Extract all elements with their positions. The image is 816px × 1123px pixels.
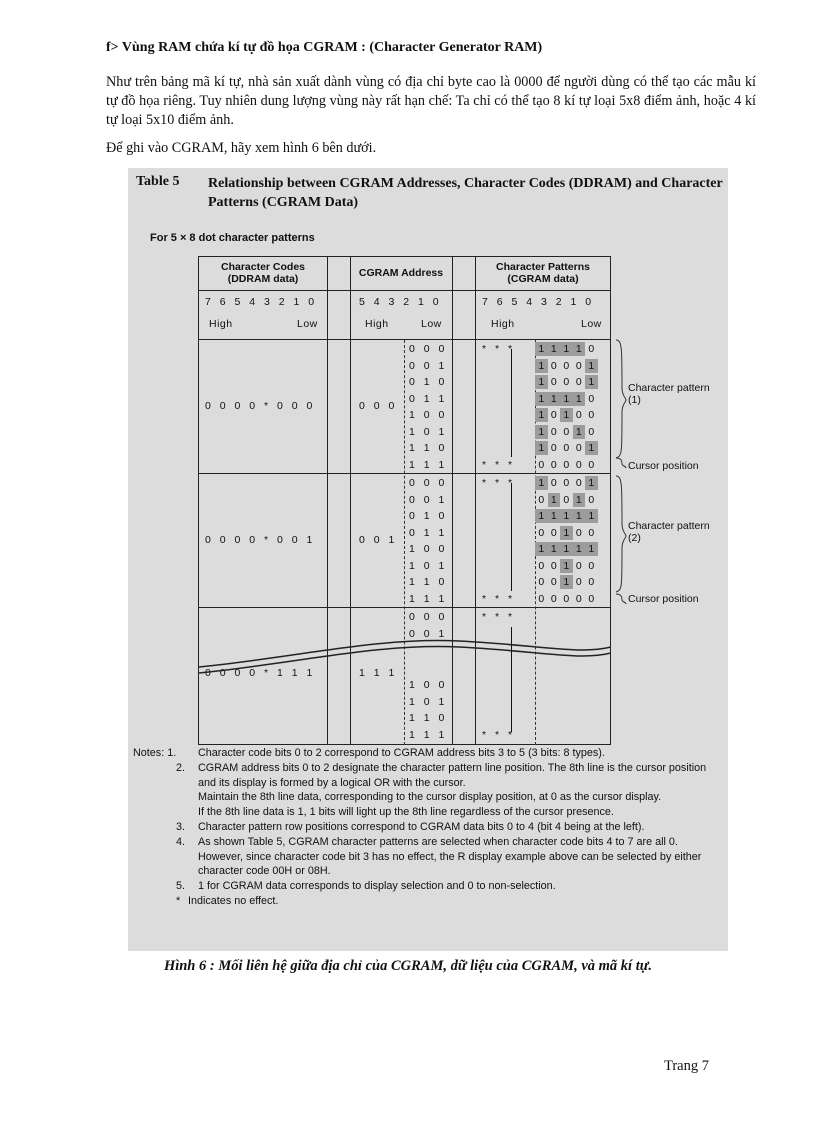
pattern-bit: 1 bbox=[585, 509, 598, 523]
addr-lo: 0 0 1 bbox=[409, 493, 445, 506]
pattern-bit: 0 bbox=[563, 458, 570, 471]
group1-addr-hi: 0 0 0 bbox=[359, 400, 395, 412]
note-text: CGRAM address bits 0 to 2 designate the character pattern line position. The 8th line is the cursor position and its display is formed by a logical OR with the cursor. bbox=[198, 762, 707, 789]
note-number: 2. bbox=[176, 762, 186, 774]
pattern-bit: 1 bbox=[585, 359, 598, 373]
pattern-bit: 0 bbox=[563, 376, 570, 388]
bits-patterns: 7 6 5 4 3 2 1 0 bbox=[482, 296, 592, 308]
pattern-bit: 0 bbox=[550, 526, 557, 539]
bits-codes: 7 6 5 4 3 2 1 0 bbox=[205, 296, 315, 308]
pattern-bit: 0 bbox=[563, 477, 570, 489]
pattern-bit: 0 bbox=[538, 592, 545, 605]
pattern-bit: 1 bbox=[548, 542, 561, 556]
up-down-arrow bbox=[511, 627, 512, 732]
dont-care: * * * bbox=[482, 477, 513, 489]
for-line: For 5 × 8 dot character patterns bbox=[150, 232, 315, 244]
group1-code: 0 0 0 0 * 0 0 0 bbox=[205, 400, 313, 412]
pattern-bit: 1 bbox=[535, 441, 548, 455]
group3-code: 0 0 0 0 * 1 1 1 bbox=[205, 667, 313, 679]
pattern-bit: 0 bbox=[588, 559, 595, 572]
note-number: 3. bbox=[176, 821, 186, 833]
pattern-bit: 0 bbox=[575, 477, 582, 489]
pattern-row bbox=[535, 375, 598, 389]
header-char-codes: Character Codes (DDRAM data) bbox=[220, 261, 306, 285]
addr-lo: 0 1 1 bbox=[409, 392, 445, 405]
group2-code: 0 0 0 0 * 0 0 1 bbox=[205, 534, 313, 546]
group3-addr-hi: 1 1 1 bbox=[359, 667, 395, 679]
pattern-bit: 1 bbox=[535, 509, 548, 523]
addr-lo: 0 0 1 bbox=[409, 627, 445, 640]
addr-lo: 1 0 1 bbox=[409, 695, 445, 708]
pattern-bit: 0 bbox=[550, 425, 557, 438]
pattern-bit: 0 bbox=[588, 409, 595, 421]
row-divider bbox=[199, 290, 610, 291]
pattern-row bbox=[535, 408, 598, 422]
pattern-bit: 0 bbox=[550, 376, 557, 388]
pattern-bit: 0 bbox=[588, 458, 595, 471]
addr-lo: 0 0 1 bbox=[409, 359, 445, 372]
pattern-bit: 0 bbox=[550, 477, 557, 489]
pattern-bit: 0 bbox=[563, 425, 570, 438]
pattern-row bbox=[535, 493, 598, 507]
note-number: 5. bbox=[176, 880, 186, 892]
note-text: Character code bits 0 to 2 correspond to CGRAM address bits 3 to 5 (3 bits: 8 types). bbox=[198, 747, 605, 759]
table-title: Relationship between CGRAM Addresses, Character Codes (DDRAM) and Character Patterns (CGRAM Data) bbox=[208, 176, 723, 210]
group1-label: Character pattern (1) bbox=[628, 382, 710, 406]
pattern-row bbox=[535, 342, 598, 356]
section-heading: f> Vùng RAM chứa kí tự đồ họa CGRAM : (Character Generator RAM) bbox=[106, 40, 543, 55]
pattern-bit: 0 bbox=[550, 576, 557, 588]
note-text: Indicates no effect. bbox=[188, 895, 279, 907]
pattern-bit: 1 bbox=[535, 476, 548, 490]
dont-care: * * * bbox=[482, 458, 513, 471]
dont-care: * * * bbox=[482, 611, 513, 623]
pattern-bit: 0 bbox=[563, 493, 570, 506]
addr-lo: 1 0 1 bbox=[409, 425, 445, 438]
addr-lo: 0 0 0 bbox=[409, 477, 445, 489]
header-char-patterns: Character Patterns (CGRAM data) bbox=[496, 261, 590, 285]
note-number: * bbox=[176, 895, 181, 907]
pattern-bit: 0 bbox=[563, 442, 570, 454]
addr-lo: 1 1 1 bbox=[409, 458, 445, 471]
dont-care: * * * bbox=[482, 729, 513, 741]
group1-cursor: Cursor position bbox=[628, 460, 699, 472]
pattern-bit: 1 bbox=[585, 375, 598, 389]
pattern-bit: 1 bbox=[573, 342, 586, 356]
header-cgram-address: CGRAM Address bbox=[358, 267, 444, 279]
up-down-arrow bbox=[511, 349, 512, 457]
pattern-bit: 1 bbox=[573, 509, 586, 523]
pattern-row bbox=[535, 359, 598, 373]
pattern-bit: 0 bbox=[575, 376, 582, 388]
pattern-row bbox=[535, 476, 598, 490]
pattern-bit: 1 bbox=[560, 342, 573, 356]
pattern-bit: 0 bbox=[550, 559, 557, 572]
addr-lo: 0 1 0 bbox=[409, 510, 445, 522]
pattern-row bbox=[535, 509, 598, 523]
pattern-row bbox=[535, 592, 598, 606]
pattern-bit: 0 bbox=[575, 409, 582, 421]
note-text: Maintain the 8th line data, corresponding to the cursor display position, at 0 as the cursor display. bbox=[198, 791, 662, 803]
pattern-bit: 0 bbox=[550, 409, 557, 421]
pattern-bit: 1 bbox=[560, 408, 573, 422]
paragraph-2: Để ghi vào CGRAM, hãy xem hình 6 bên dưới. bbox=[106, 140, 377, 156]
note-text: Character pattern row positions correspond to CGRAM data bits 0 to 4 (bit 4 being at the left). bbox=[198, 821, 645, 833]
table-label: Table 5 bbox=[136, 174, 180, 189]
wave-break bbox=[199, 627, 611, 677]
pattern-bit: 1 bbox=[535, 359, 548, 373]
pattern-row bbox=[535, 526, 598, 540]
pattern-bit: 1 bbox=[560, 509, 573, 523]
addr-lo: 0 1 1 bbox=[409, 526, 445, 539]
dont-care: * * * bbox=[482, 592, 513, 605]
pattern-row bbox=[535, 425, 598, 439]
addr-lo: 1 1 0 bbox=[409, 576, 445, 588]
pattern-bit: 1 bbox=[535, 408, 548, 422]
dont-care: * * * bbox=[482, 343, 513, 355]
high-label: High bbox=[209, 318, 233, 330]
low-label: Low bbox=[297, 318, 318, 330]
pattern-bit: 1 bbox=[560, 526, 573, 540]
addr-lo: 1 1 1 bbox=[409, 728, 445, 741]
pattern-row bbox=[535, 559, 598, 573]
pattern-bit: 0 bbox=[588, 592, 595, 605]
figure-caption: Hình 6 : Mối liên hệ giữa địa chỉ của CGRAM, dữ liệu của CGRAM, và mã kí tự. bbox=[163, 958, 653, 974]
pattern-bit: 1 bbox=[535, 392, 548, 406]
pattern-bit: 0 bbox=[575, 576, 582, 588]
pattern-bit: 0 bbox=[575, 359, 582, 372]
pattern-bit: 1 bbox=[585, 441, 598, 455]
pattern-bit: 1 bbox=[548, 392, 561, 406]
pattern-bit: 0 bbox=[550, 442, 557, 454]
pattern-bit: 1 bbox=[535, 425, 548, 439]
note-text: As shown Table 5, CGRAM character patterns are selected when character code bits 4 to 7 are all 0. However, since character code bit 3 has no effect, the R display example above can be selected by either character code 00H or 08H. bbox=[198, 836, 702, 877]
pattern-bit: 1 bbox=[573, 493, 586, 507]
pattern-bit: 1 bbox=[585, 542, 598, 556]
pattern-bit: 0 bbox=[538, 559, 545, 572]
pattern-bit: 0 bbox=[588, 343, 595, 355]
pattern-bit: 1 bbox=[573, 425, 586, 439]
pattern-bit: 1 bbox=[535, 342, 548, 356]
addr-lo: 1 0 0 bbox=[409, 409, 445, 421]
high-label: High bbox=[365, 318, 389, 330]
addr-lo: 1 0 0 bbox=[409, 679, 445, 691]
low-label: Low bbox=[421, 318, 442, 330]
addr-lo: 0 0 0 bbox=[409, 611, 445, 623]
high-label: High bbox=[491, 318, 515, 330]
pattern-bit: 1 bbox=[585, 476, 598, 490]
paragraph-1: Như trên bảng mã kí tự, nhà sản xuất dành vùng có địa chỉ byte cao là 0000 để người dùng có thể tạo các mẫu kí tự đồ họa riêng. Tuy nhiên dung lượng vùng này rất hạn chế: Ta chỉ có thể tạo 8 kí tự loại 5x8 điểm ảnh, hoặc 4 kí tự loại 5x10 điểm ảnh. bbox=[106, 74, 756, 128]
pattern-bit: 0 bbox=[588, 493, 595, 506]
pattern-bit: 1 bbox=[573, 392, 586, 406]
note-text: 1 for CGRAM data corresponds to display selection and 0 to non-selection. bbox=[198, 880, 556, 892]
note-number: Notes: 1. bbox=[133, 747, 177, 759]
pattern-bit: 0 bbox=[563, 359, 570, 372]
pattern-bit: 0 bbox=[588, 576, 595, 588]
pattern-bit: 0 bbox=[588, 526, 595, 539]
up-down-arrow bbox=[511, 483, 512, 591]
pattern-bit: 1 bbox=[535, 375, 548, 389]
addr-lo: 1 0 0 bbox=[409, 543, 445, 555]
low-label: Low bbox=[581, 318, 602, 330]
pattern-bit: 0 bbox=[563, 592, 570, 605]
pattern-row bbox=[535, 542, 598, 556]
pattern-bit: 0 bbox=[575, 442, 582, 454]
bits-address: 5 4 3 2 1 0 bbox=[359, 296, 440, 308]
pattern-bit: 1 bbox=[548, 342, 561, 356]
pattern-bit: 0 bbox=[575, 559, 582, 572]
group2-label: Character pattern (2) bbox=[628, 520, 710, 544]
pattern-bit: 1 bbox=[560, 559, 573, 573]
group2-cursor: Cursor position bbox=[628, 593, 699, 605]
pattern-bit: 0 bbox=[538, 526, 545, 539]
pattern-bit: 0 bbox=[550, 458, 557, 471]
pattern-bit: 0 bbox=[538, 576, 545, 588]
addr-lo: 1 0 1 bbox=[409, 559, 445, 572]
page-number: Trang 7 bbox=[664, 1058, 709, 1074]
addr-lo: 1 1 1 bbox=[409, 592, 445, 605]
pattern-bit: 1 bbox=[535, 542, 548, 556]
pattern-bit: 0 bbox=[550, 359, 557, 372]
addr-lo: 0 1 0 bbox=[409, 376, 445, 388]
pattern-bit: 1 bbox=[548, 509, 561, 523]
pattern-row bbox=[535, 441, 598, 455]
pattern-bit: 0 bbox=[538, 458, 545, 471]
pattern-row bbox=[535, 392, 598, 406]
pattern-bit: 0 bbox=[550, 592, 557, 605]
pattern-bit: 1 bbox=[573, 542, 586, 556]
figure-table-5 bbox=[128, 168, 728, 951]
pattern-bit: 1 bbox=[560, 575, 573, 589]
pattern-bit: 0 bbox=[575, 592, 582, 605]
pattern-bit: 0 bbox=[588, 425, 595, 438]
note-text: If the 8th line data is 1, 1 bits will light up the 8th line regardless of the cursor presence. bbox=[198, 806, 614, 818]
note-number: 4. bbox=[176, 836, 186, 848]
group2-addr-hi: 0 0 1 bbox=[359, 534, 395, 546]
dash-guide bbox=[404, 340, 405, 745]
cgram-table bbox=[198, 256, 611, 745]
pattern-bit: 0 bbox=[575, 458, 582, 471]
pattern-bit: 0 bbox=[588, 392, 595, 405]
pattern-bit: 1 bbox=[560, 542, 573, 556]
pattern-bit: 1 bbox=[548, 493, 561, 507]
addr-lo: 1 1 0 bbox=[409, 442, 445, 454]
pattern-row bbox=[535, 575, 598, 589]
addr-lo: 0 0 0 bbox=[409, 343, 445, 355]
pattern-row bbox=[535, 458, 598, 472]
addr-lo: 1 1 0 bbox=[409, 712, 445, 724]
pattern-bit: 0 bbox=[538, 493, 545, 506]
brace-icons bbox=[614, 338, 628, 608]
pattern-bit: 1 bbox=[560, 392, 573, 406]
pattern-bit: 0 bbox=[575, 526, 582, 539]
